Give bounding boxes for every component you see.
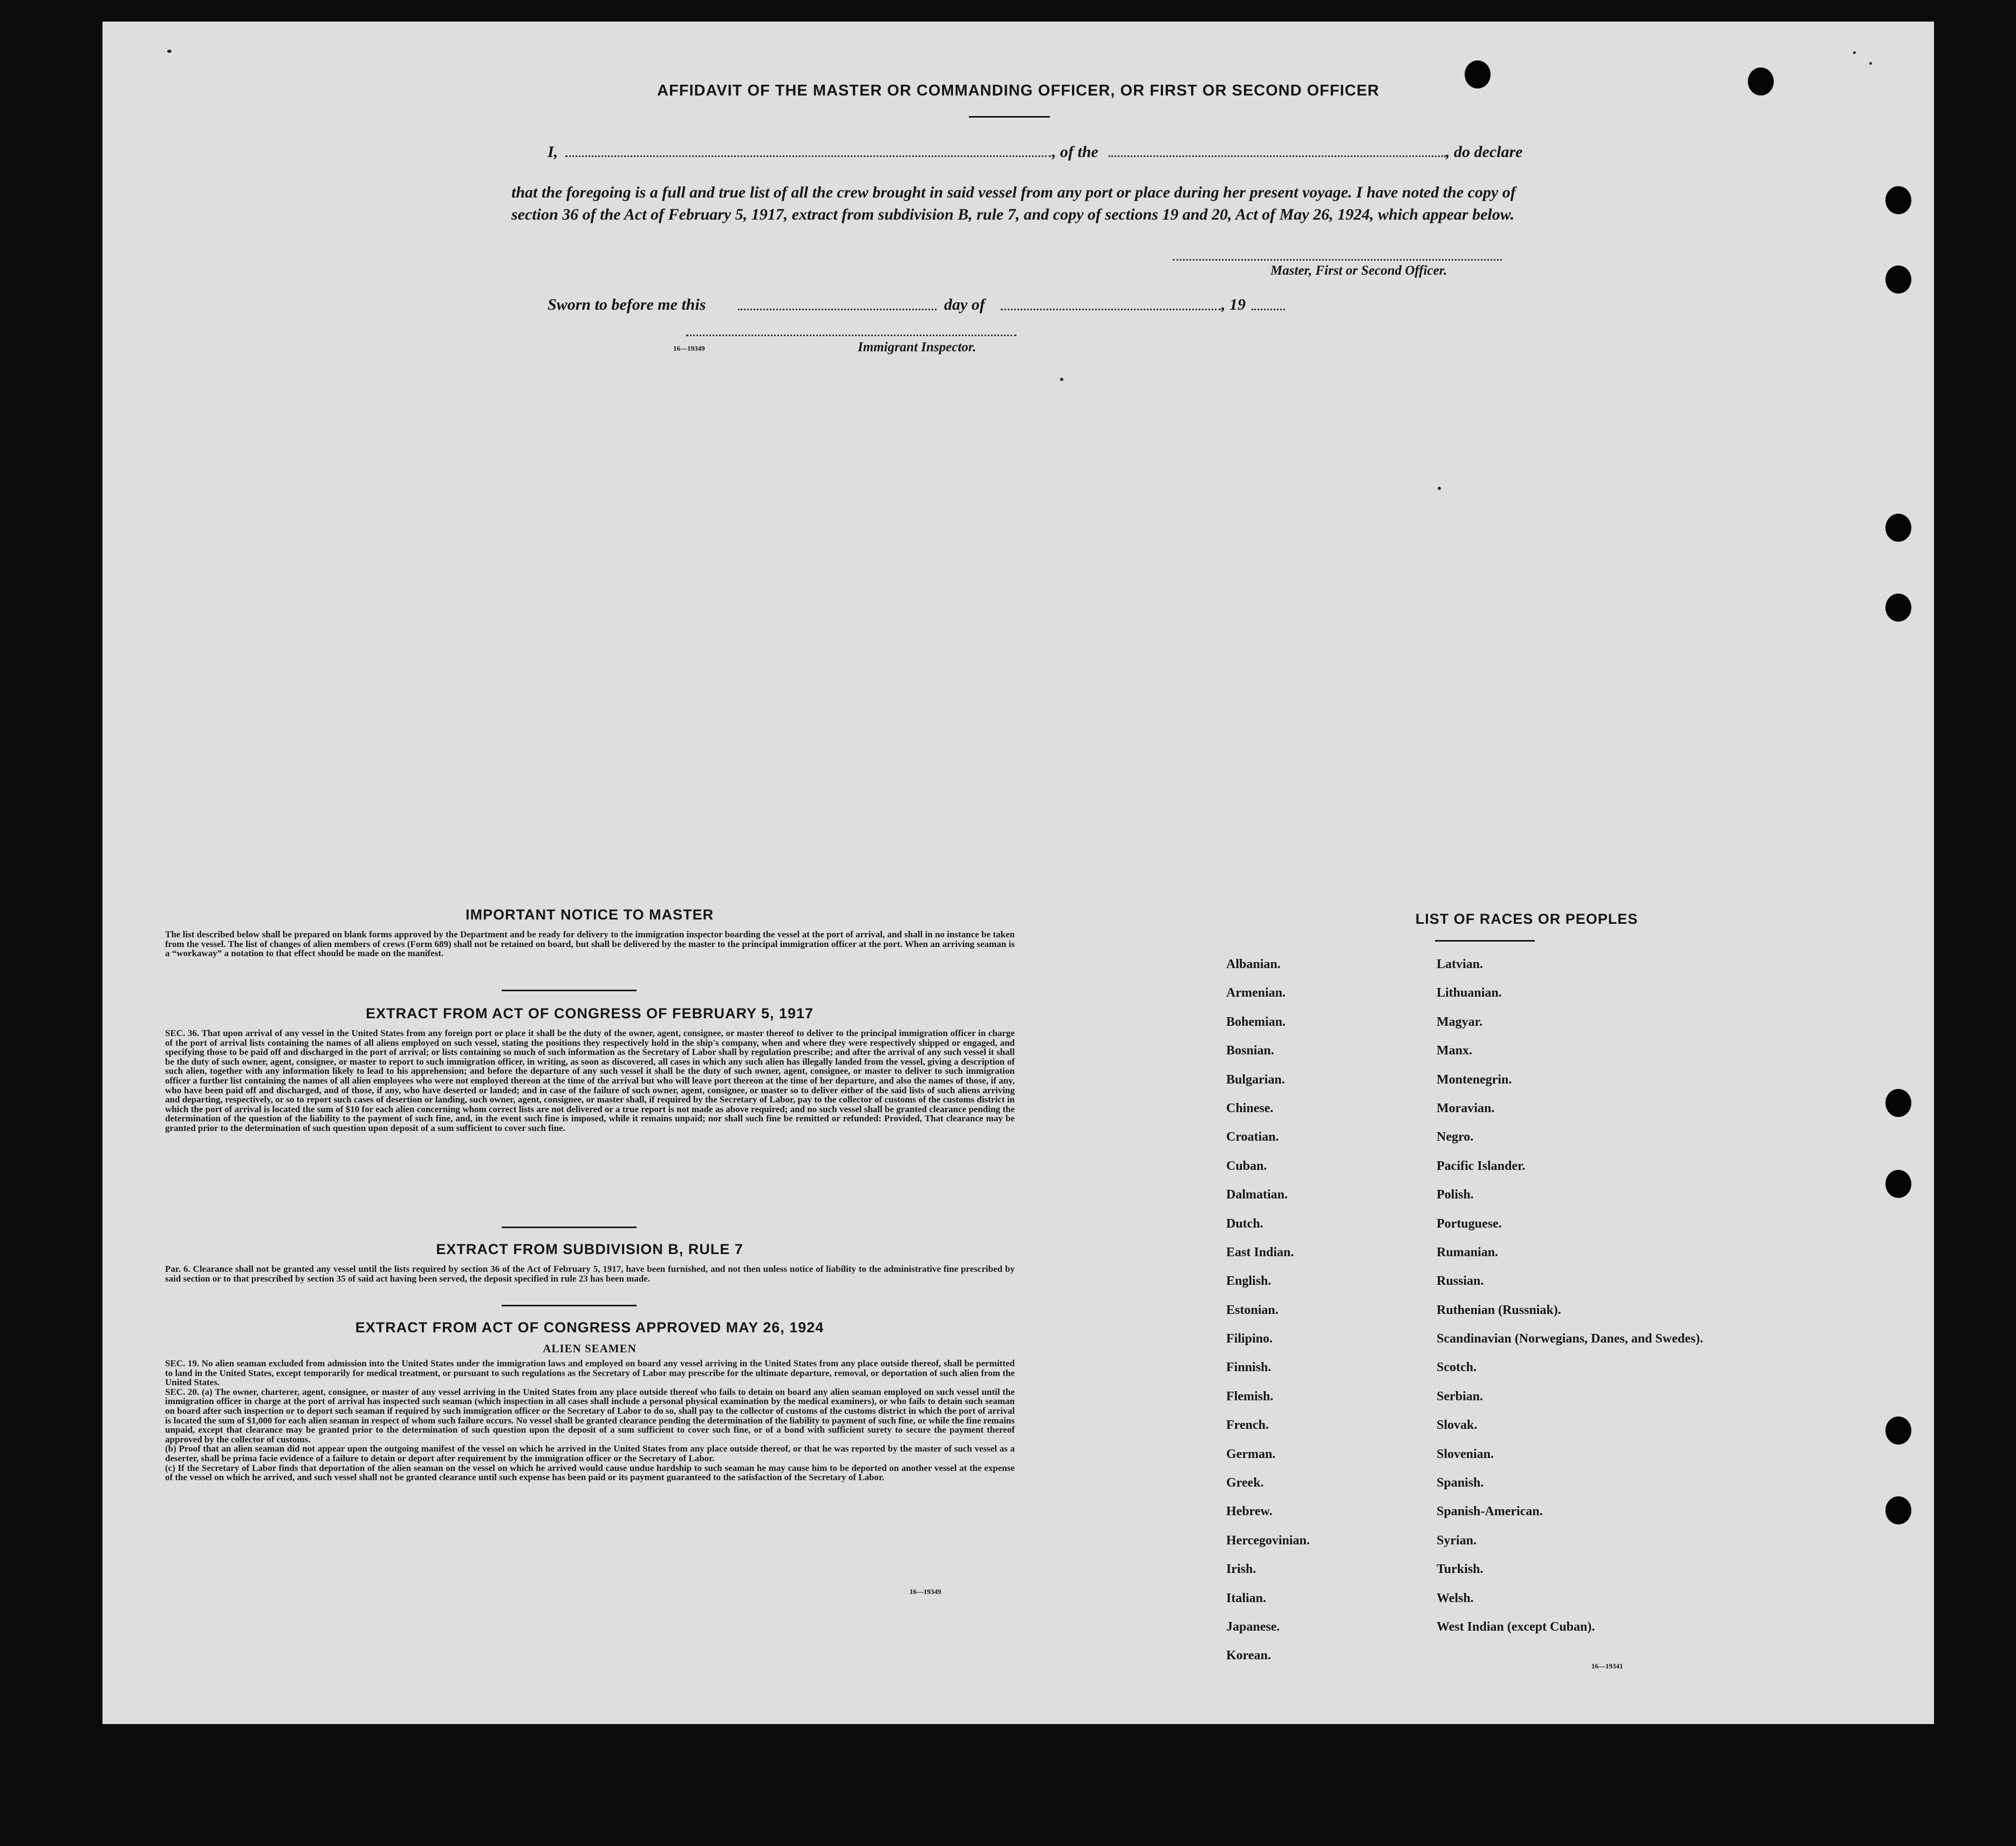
race-item: Dalmatian. xyxy=(1226,1188,1288,1202)
sec-20b-paragraph: (b) Proof that an alien seaman did not appear upon the outgoing manifest of the vessel on which he arrived in the United States from any place outside thereof, or that he was reported by the master of such vessel as a deserter, shall be prima facie evidence of a failure to detain or deport after requirement by the immigration officer or the Secretary of Labor. xyxy=(165,1443,1015,1463)
race-item: Polish. xyxy=(1437,1188,1474,1202)
race-item: Italian. xyxy=(1226,1591,1267,1605)
vessel-blank xyxy=(1109,155,1446,157)
divider xyxy=(502,1227,637,1228)
extract-rule7-body: Par. 6. Clearance shall not be granted any vessel until the lists required by section 36 of the Act of February 5, 1917, have been furnished, and not then unless notice of liability to the administrative fine prescribed by said section or to that prescribed by section 35 of said act having been served, the deposit specified in rule 23 has been made. xyxy=(165,1264,1015,1284)
extract-1917-title: EXTRACT FROM ACT OF CONGRESS OF FEBRUARY 5, 1917 xyxy=(365,1005,814,1021)
race-item: German. xyxy=(1226,1447,1276,1461)
notice-body: The list described below shall be prepared on blank forms approved by the Department and be ready for delivery to the immigration inspector boarding the vessel at the port of arrival, and shall in no instance be taken from the vessel. The list of changes of alien members of crews (Form 689) shall not be retained on board, but shall be delivered by the master to the principal immigration officer at the port. When an arriving seaman is a “workaway” a notation to that effect should be made on the manifest. xyxy=(165,929,1015,959)
form-number: 16—19349 xyxy=(673,344,705,352)
race-item: Negro. xyxy=(1437,1130,1474,1145)
race-item: West Indian (except Cuban). xyxy=(1437,1619,1595,1634)
race-item: Japanese. xyxy=(1226,1619,1280,1634)
affidavit-do-declare: , do declare xyxy=(1446,143,1523,161)
punch-hole xyxy=(1885,514,1911,542)
form-number: 16—19341 xyxy=(1591,1662,1623,1670)
race-item: Cuban. xyxy=(1226,1159,1267,1173)
race-item: Spanish. xyxy=(1437,1476,1484,1490)
punch-hole xyxy=(1885,1170,1911,1198)
race-item: Scandinavian (Norwegians, Danes, and Swedes). xyxy=(1437,1332,1704,1346)
title-underline xyxy=(969,116,1050,118)
race-item: Rumanian. xyxy=(1437,1245,1499,1259)
race-item: Welsh. xyxy=(1437,1591,1474,1605)
race-item: Dutch. xyxy=(1226,1216,1263,1231)
name-blank xyxy=(565,155,1051,157)
affidavit-body: that the foregoing is a full and true list of all the crew brought in said vessel from any port or place during her present voyage. I have noted the copy of section 36 of the Act of February 5, 1917, extract from subdivision B, rule 7, and copy of sections 19 and 20, Act of May 26, 1924, which appear below. xyxy=(511,183,1516,223)
scan-speck xyxy=(1060,378,1063,381)
signature-label: Master, First or Second Officer. xyxy=(1270,263,1447,278)
form-number: 16—19349 xyxy=(910,1588,941,1596)
scan-speck xyxy=(1438,487,1441,490)
race-item: Serbian. xyxy=(1437,1389,1484,1404)
notice-title: IMPORTANT NOTICE TO MASTER xyxy=(466,907,714,923)
race-item: Montenegrin. xyxy=(1437,1072,1512,1087)
race-item: Slovenian. xyxy=(1437,1447,1494,1461)
punch-hole xyxy=(1885,1089,1911,1117)
race-item: Ruthenian (Russniak). xyxy=(1437,1303,1561,1317)
sec-19-paragraph: SEC. 19. No alien seaman excluded from admission into the United States under the immigration laws and employed on board any vessel arriving in the United States from any place outside thereof, shall be permitted to land in the United States, except temporarily for medical treatment, or pursuant to such regulations as the Secretary of Labor may prescribe for the ultimate departure, removal, or deportation of such alien from the United States. xyxy=(165,1358,1015,1388)
extract-rule7-title: EXTRACT FROM SUBDIVISION B, RULE 7 xyxy=(436,1241,743,1257)
race-item: Hebrew. xyxy=(1226,1504,1273,1519)
year-label: , 19 xyxy=(1221,296,1246,314)
races-right-column xyxy=(1437,957,1739,1649)
race-item: Bohemian. xyxy=(1226,1014,1286,1029)
race-item: Pacific Islander. xyxy=(1437,1159,1526,1173)
races-title: LIST OF RACES OR PEOPLES xyxy=(1415,911,1638,927)
divider xyxy=(502,1305,637,1306)
race-item: Korean. xyxy=(1226,1649,1271,1663)
race-item: Latvian. xyxy=(1437,957,1484,971)
race-item: Armenian. xyxy=(1226,986,1286,1000)
race-item: Filipino. xyxy=(1226,1332,1273,1346)
punch-hole xyxy=(1885,265,1911,294)
sworn-blank xyxy=(738,309,937,310)
race-item: Albanian. xyxy=(1226,957,1281,971)
punch-hole xyxy=(1885,1496,1911,1524)
race-item: Magyar. xyxy=(1437,1014,1483,1029)
race-item: Slovak. xyxy=(1437,1418,1478,1433)
race-item: Lithuanian. xyxy=(1437,986,1502,1000)
year-blank xyxy=(1252,309,1285,310)
race-item: Hercegovinian. xyxy=(1226,1533,1310,1548)
extract-1924-body xyxy=(165,1359,1015,1482)
punch-hole xyxy=(1885,186,1911,214)
race-item: Portuguese. xyxy=(1437,1216,1502,1231)
scan-speck xyxy=(167,50,172,53)
document-page xyxy=(102,22,1934,1724)
race-item: Bosnian. xyxy=(1226,1044,1274,1058)
race-item: Chinese. xyxy=(1226,1101,1274,1115)
alien-seamen-subtitle: ALIEN SEAMEN xyxy=(543,1342,637,1355)
affidavit-pronoun: I, xyxy=(548,143,558,161)
extract-1924-title: EXTRACT FROM ACT OF CONGRESS APPROVED MAY 26, 1924 xyxy=(355,1319,824,1336)
scan-speck xyxy=(1869,62,1872,65)
race-item: Flemish. xyxy=(1226,1389,1274,1404)
race-item: English. xyxy=(1226,1274,1272,1289)
race-item: Scotch. xyxy=(1437,1360,1477,1375)
inspector-label: Immigrant Inspector. xyxy=(858,340,976,355)
race-item: Bulgarian. xyxy=(1226,1072,1285,1087)
scan-speck xyxy=(1853,51,1856,54)
affidavit-of-the: , of the xyxy=(1052,143,1098,161)
race-item: Greek. xyxy=(1226,1476,1264,1490)
signature-line xyxy=(1173,259,1502,261)
race-item: Syrian. xyxy=(1437,1533,1477,1548)
inspector-line xyxy=(686,335,1016,336)
race-item: East Indian. xyxy=(1226,1245,1294,1259)
affidavit-title: AFFIDAVIT OF THE MASTER OR COMMANDING OFFICER, OR FIRST OR SECOND OFFICER xyxy=(657,82,1379,99)
races-left-column xyxy=(1226,957,1431,1678)
race-item: Irish. xyxy=(1226,1562,1256,1577)
race-item: Russian. xyxy=(1437,1274,1484,1289)
extract-1917-body: SEC. 36. That upon arrival of any vessel in the United States from any foreign port or place it shall be the duty of the owner, agent, consignee, or master thereof to deliver to the principal immigration officer in charge of the port of arrival lists containing the names of all aliens employed on such vessel, stating the positions they respectively hold in the ship's company, when and where they were respectively shipped or engaged, and specifying those to be paid off and discharged in the port of arrival; or lists containing so much of such information as the Secretary of Labor shall by regulation prescribe; and after the arrival of any such vessel it shall be the duty of such owner, agent, consignee, or master to report to such immigration officer, in writing, as soon as discovered, all cases in which any such alien has illegally landed from the vessel, giving a description of such alien, together with any information likely to lead to his apprehension; and before the departure of any such vessel it shall be the duty of such owner, agent, consignee, or master to deliver to such immigration officer a further list containing the names of all alien employees who were not employed thereon at the time of the arrival but who will leave port thereon at the time of her departure, and also the names of those, if any, who have been paid off and discharged, and of those, if any, who have deserted or landed; and in case of the failure of such owner, agent, consignee, or master so to deliver either of the said lists of such aliens arriving and departing, respectively, or so to report such cases of desertion or landing, such owner, agent, consignee, or master shall, if required by the Secretary of Labor, pay to the collector of customs of the customs district in which the port of arrival is located the sum of $10 for each alien concerning whom correct lists are not delivered or a true report is not made as above required; and no such vessel shall be granted clearance pending the determination of the question of the liability to the payment of such fine, and, in the event such fine is imposed, while it remains unpaid; nor shall such fine be remitted or refunded: Provided, That clearance may be granted prior to the determination of such question upon deposit of a sum sufficient to cover such fine. xyxy=(165,1028,1015,1133)
race-item: Finnish. xyxy=(1226,1360,1272,1375)
sec-20c-paragraph: (c) If the Secretary of Labor finds that deportation of the alien seaman on the vessel on which he arrived would cause undue hardship to such seaman he may cause him to be deported on another vessel at the expense of the vessel on which he arrived, and such vessel shall not be granted clearance until such expense has been paid or its payment guaranteed to the satisfaction of the Secretary of Labor. xyxy=(165,1462,1015,1483)
race-item: Turkish. xyxy=(1437,1562,1484,1577)
race-item: Manx. xyxy=(1437,1044,1472,1058)
punch-hole xyxy=(1885,1416,1911,1445)
race-item: Spanish-American. xyxy=(1437,1504,1543,1519)
race-item: French. xyxy=(1226,1418,1269,1433)
race-item: Moravian. xyxy=(1437,1101,1495,1115)
sec-20a-paragraph: SEC. 20. (a) The owner, charterer, agent, consignee, or master of any vessel arriving in the United States from any place outside thereof who fails to detain on board any alien seaman employed on such vessel until the immigration officer in charge at the port of arrival has inspected such seaman (which inspection in all cases shall include a personal physical examination by the medical examiners), or who fails to detain such seaman on board after such inspection or to deport such seaman if required by such immigration officer or the Secretary of Labor to do so, shall pay to the collector of customs of the customs district in which the port of arrival is located the sum of $1,000 for each alien seaman in respect of whom such failure occurs. No vessel shall be granted clearance pending the determination of the liability to payment of such fine, or while the fine remains unpaid, except that clearance may be granted prior to the determination of such question upon the deposit of a sum sufficient to cover such fine, or of a bond with sufficient surety to secure the payment thereof approved by the collector of customs. xyxy=(165,1386,1015,1445)
sworn-label: Sworn to before me this xyxy=(548,296,706,314)
month-blank xyxy=(1001,309,1221,310)
race-item: Croatian. xyxy=(1226,1130,1279,1145)
punch-hole xyxy=(1885,594,1911,622)
divider xyxy=(502,990,637,991)
race-item: Estonian. xyxy=(1226,1303,1279,1317)
divider xyxy=(1435,940,1535,942)
day-of-label: day of xyxy=(944,296,985,314)
